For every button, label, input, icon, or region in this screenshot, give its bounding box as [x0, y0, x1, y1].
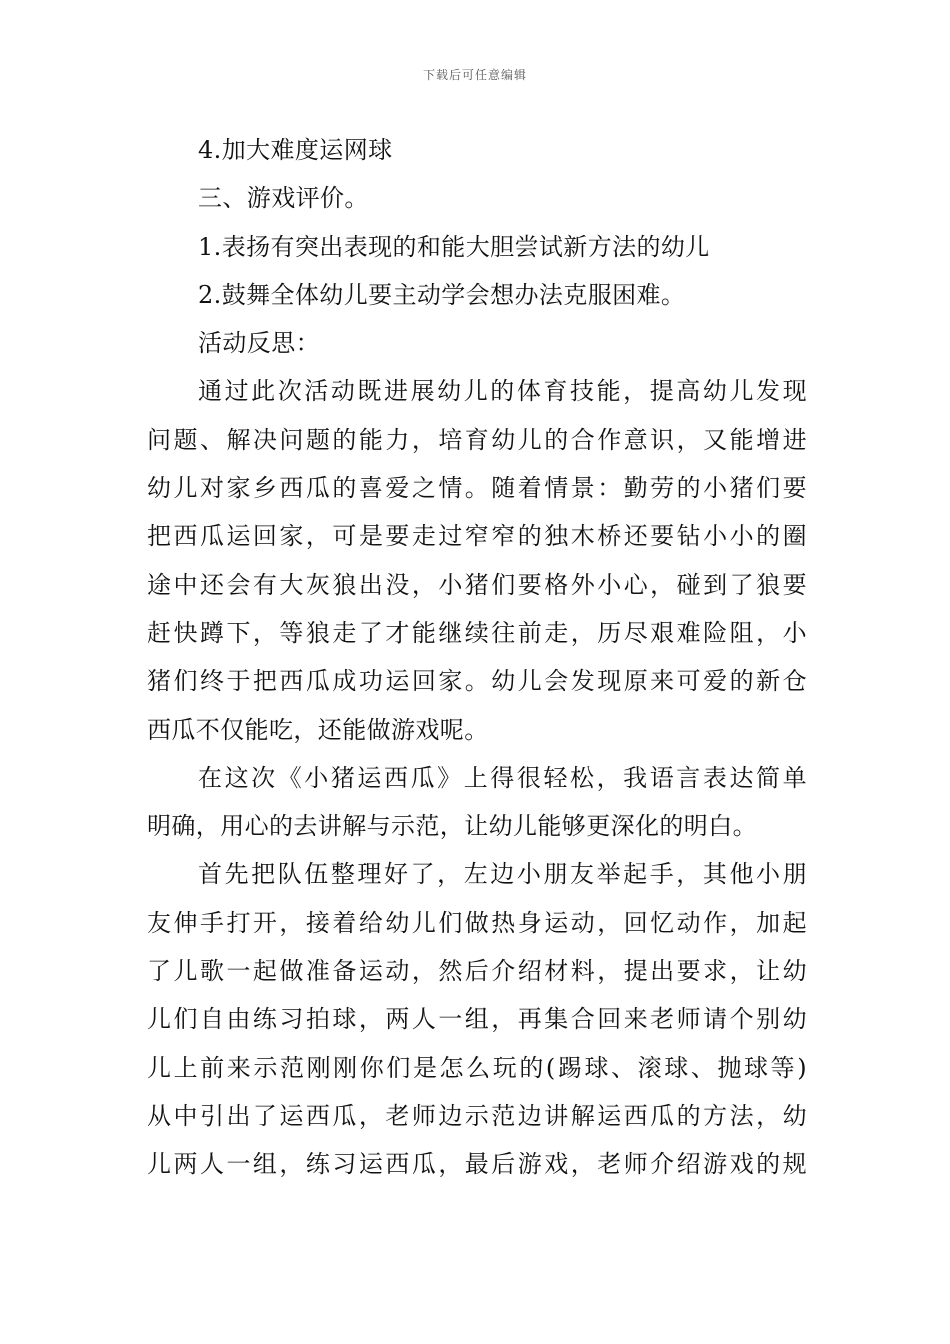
document-body [147, 126, 807, 1189]
text-line: 首先把队伍整理好了，左边小朋友举起手，其他小朋 [198, 860, 807, 889]
text-line: 幼儿对家乡西瓜的喜爱之情。随着情景：勤劳的小猪们要 [147, 474, 807, 503]
text-line: 儿们自由练习拍球，两人一组，再集合回来老师请个别幼 [147, 1005, 807, 1034]
text-line: 明确，用心的去讲解与示范，让幼儿能够更深化的明白。 [147, 812, 757, 841]
text-line: 西瓜不仅能吃，还能做游戏呢。 [147, 715, 489, 744]
text-line: 通过此次活动既进展幼儿的体育技能，提高幼儿发现 [198, 377, 807, 406]
text-line: 4.加大难度运网球 [198, 136, 393, 164]
text-line: 1.表扬有突出表现的和能大胆尝试新方法的幼儿 [198, 232, 710, 261]
text-line: 赶快蹲下，等狼走了才能继续往前走，历尽艰难险阻，小 [147, 618, 807, 647]
text-line: 把西瓜运回家，可是要走过窄窄的独木桥还要钻小小的圈 [147, 522, 807, 551]
text-line: 儿上前来示范刚刚你们是怎么玩的(踢球、滚球、抛球等) [147, 1053, 807, 1082]
page-header: 下载后可任意编辑 [422, 68, 527, 82]
text-line: 活动反思： [198, 329, 320, 358]
text-line: 途中还会有大灰狼出没，小猪们要格外小心，碰到了狼要 [147, 570, 807, 599]
text-line: 问题、解决问题的能力，培育幼儿的合作意识，又能增进 [147, 425, 807, 454]
text-line: 在这次《小猪运西瓜》上得很轻松，我语言表达简单 [198, 763, 807, 792]
text-line: 友伸手打开，接着给幼儿们做热身运动，回忆动作，加起 [147, 908, 807, 937]
text-line: 猪们终于把西瓜成功运回家。幼儿会发现原来可爱的新仓 [147, 667, 807, 696]
text-line: 儿两人一组，练习运西瓜，最后游戏，老师介绍游戏的规 [147, 1150, 807, 1179]
text-line: 从中引出了运西瓜，老师边示范边讲解运西瓜的方法，幼 [147, 1101, 807, 1130]
text-line: 三、游戏评价。 [198, 184, 369, 213]
text-line: 2.鼓舞全体幼儿要主动学会想办法克服困难。 [198, 280, 686, 309]
text-line: 了儿歌一起做准备运动，然后介绍材料，提出要求，让幼 [147, 957, 807, 986]
